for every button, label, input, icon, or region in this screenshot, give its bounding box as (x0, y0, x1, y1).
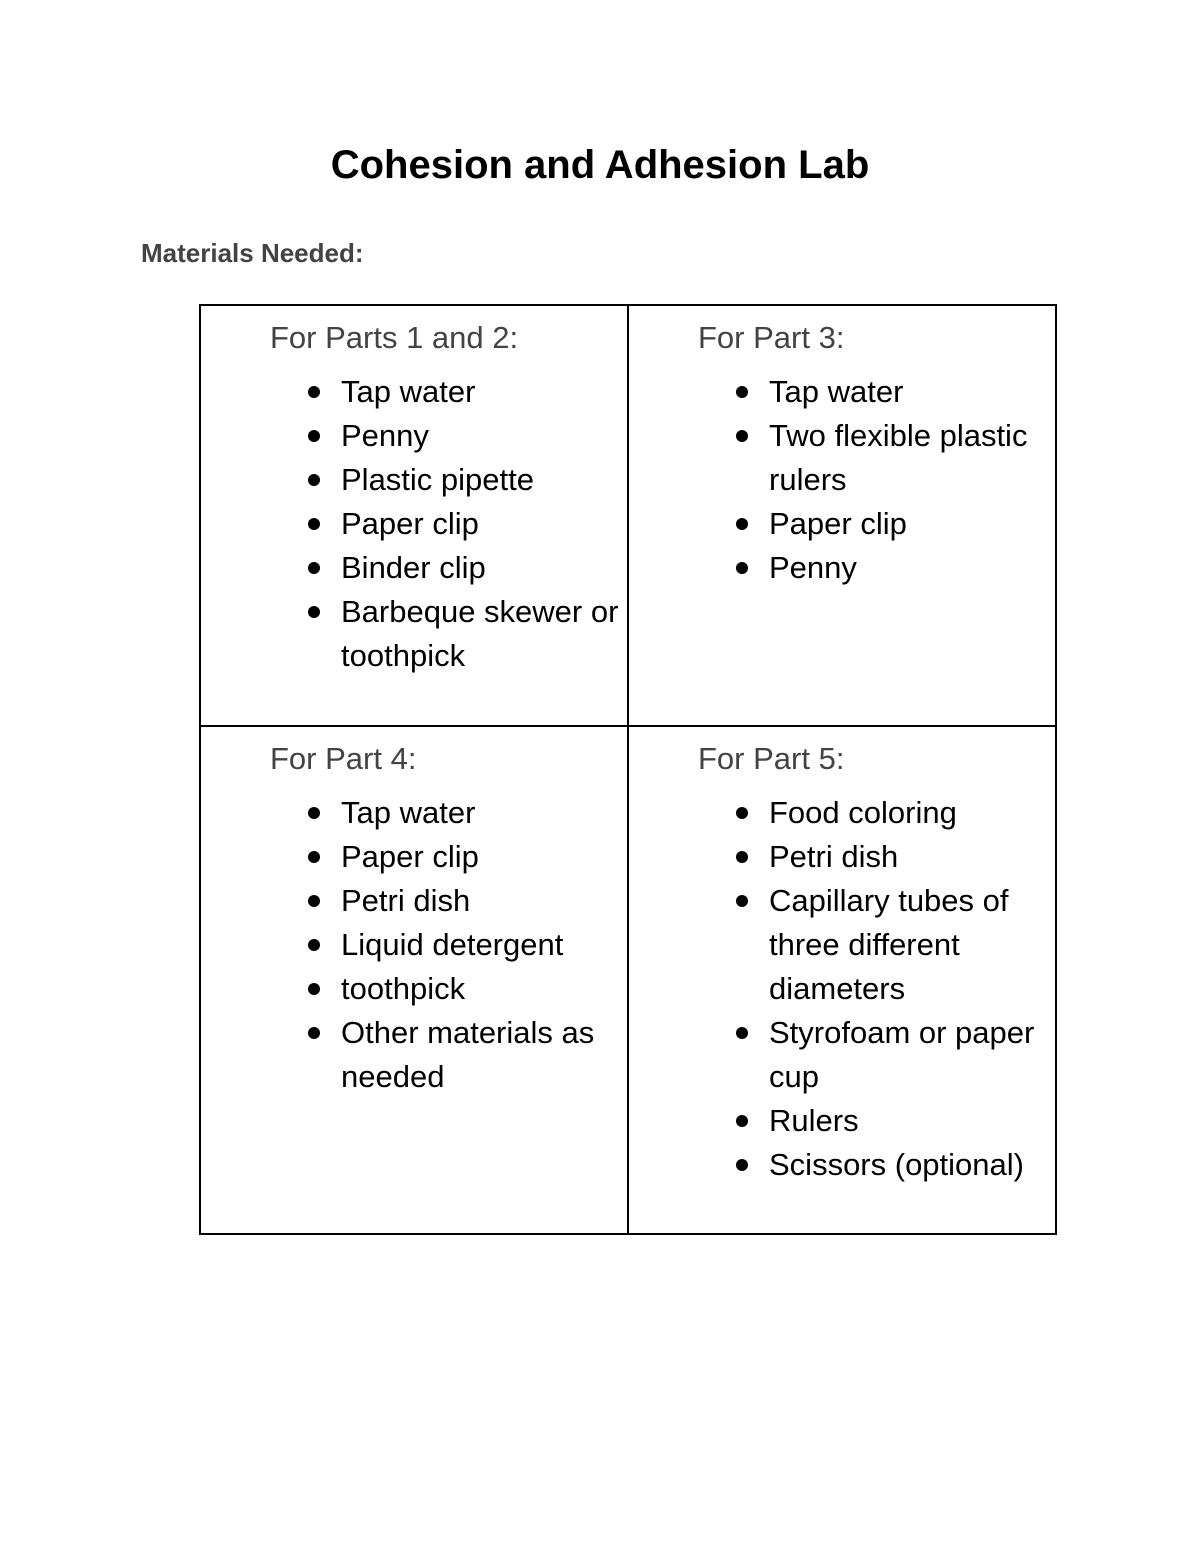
list-item-text: Other materials as needed (341, 1015, 595, 1094)
materials-list (698, 791, 1055, 1187)
bullet-icon (308, 1027, 320, 1039)
list-item-text: Barbeque skewer or toothpick (341, 594, 619, 673)
bullet-icon (736, 851, 748, 863)
list-item-text: Two flexible plastic rulers (769, 418, 1028, 497)
materials-cell-part-4 (200, 726, 628, 1234)
materials-cell-parts-1-2 (200, 305, 628, 726)
list-item (270, 1011, 627, 1099)
list-item-text: Plastic pipette (341, 462, 534, 497)
list-item (698, 1011, 1055, 1099)
cell-heading: For Part 4: (270, 741, 417, 776)
materials-list (698, 370, 1055, 590)
bullet-icon (736, 1115, 748, 1127)
list-item (698, 370, 1055, 414)
list-item-text: Paper clip (769, 506, 907, 541)
bullet-icon (736, 518, 748, 530)
bullet-icon (736, 386, 748, 398)
list-item-text: Petri dish (769, 839, 899, 874)
list-item (270, 967, 627, 1011)
cell-heading: For Part 5: (698, 741, 845, 776)
list-item (270, 879, 627, 923)
list-item (270, 590, 627, 678)
table-row (200, 726, 1056, 1234)
bullet-icon (308, 562, 320, 574)
list-item (270, 546, 627, 590)
list-item-text: Tap water (341, 374, 476, 409)
list-item (270, 458, 627, 502)
bullet-icon (308, 851, 320, 863)
list-item-text: Petri dish (341, 883, 471, 918)
list-item-text: Tap water (341, 795, 476, 830)
list-item-text: Capillary tubes of three different diameters (769, 883, 1009, 1006)
bullet-icon (736, 1027, 748, 1039)
list-item (270, 370, 627, 414)
table-row (200, 305, 1056, 726)
list-item-text: Tap water (769, 374, 904, 409)
list-item (270, 923, 627, 967)
list-item-text: Liquid detergent (341, 927, 564, 962)
list-item (698, 791, 1055, 835)
list-item (698, 414, 1055, 502)
list-item (698, 835, 1055, 879)
bullet-icon (736, 562, 748, 574)
cell-heading: For Part 3: (698, 320, 845, 355)
materials-list (270, 370, 627, 678)
list-item-text: Rulers (769, 1103, 859, 1138)
materials-cell-part-5 (628, 726, 1056, 1234)
materials-needed-label: Materials Needed: (141, 238, 364, 268)
list-item-text: Penny (341, 418, 429, 453)
bullet-icon (308, 807, 320, 819)
list-item-text: toothpick (341, 971, 466, 1006)
bullet-icon (308, 983, 320, 995)
list-item (698, 1143, 1055, 1187)
bullet-icon (736, 895, 748, 907)
cell-heading: For Parts 1 and 2: (270, 320, 519, 355)
bullet-icon (308, 474, 320, 486)
list-item-text: Binder clip (341, 550, 486, 585)
materials-list (270, 791, 627, 1099)
list-item (698, 1099, 1055, 1143)
list-item (698, 879, 1055, 1011)
bullet-icon (308, 430, 320, 442)
list-item (270, 502, 627, 546)
bullet-icon (736, 1159, 748, 1171)
list-item (698, 502, 1055, 546)
bullet-icon (308, 386, 320, 398)
list-item (270, 835, 627, 879)
list-item-text: Styrofoam or paper cup (769, 1015, 1035, 1094)
materials-cell-part-3 (628, 305, 1056, 726)
bullet-icon (308, 939, 320, 951)
list-item (270, 791, 627, 835)
list-item-text: Paper clip (341, 839, 479, 874)
bullet-icon (308, 606, 320, 618)
list-item-text: Food coloring (769, 795, 957, 830)
list-item-text: Penny (769, 550, 857, 585)
bullet-icon (736, 807, 748, 819)
materials-table (199, 304, 1057, 1235)
list-item-text: Scissors (optional) (769, 1147, 1024, 1182)
list-item-text: Paper clip (341, 506, 479, 541)
bullet-icon (308, 895, 320, 907)
bullet-icon (736, 430, 748, 442)
page-title: Cohesion and Adhesion Lab (330, 143, 870, 187)
bullet-icon (308, 518, 320, 530)
list-item (270, 414, 627, 458)
list-item (698, 546, 1055, 590)
